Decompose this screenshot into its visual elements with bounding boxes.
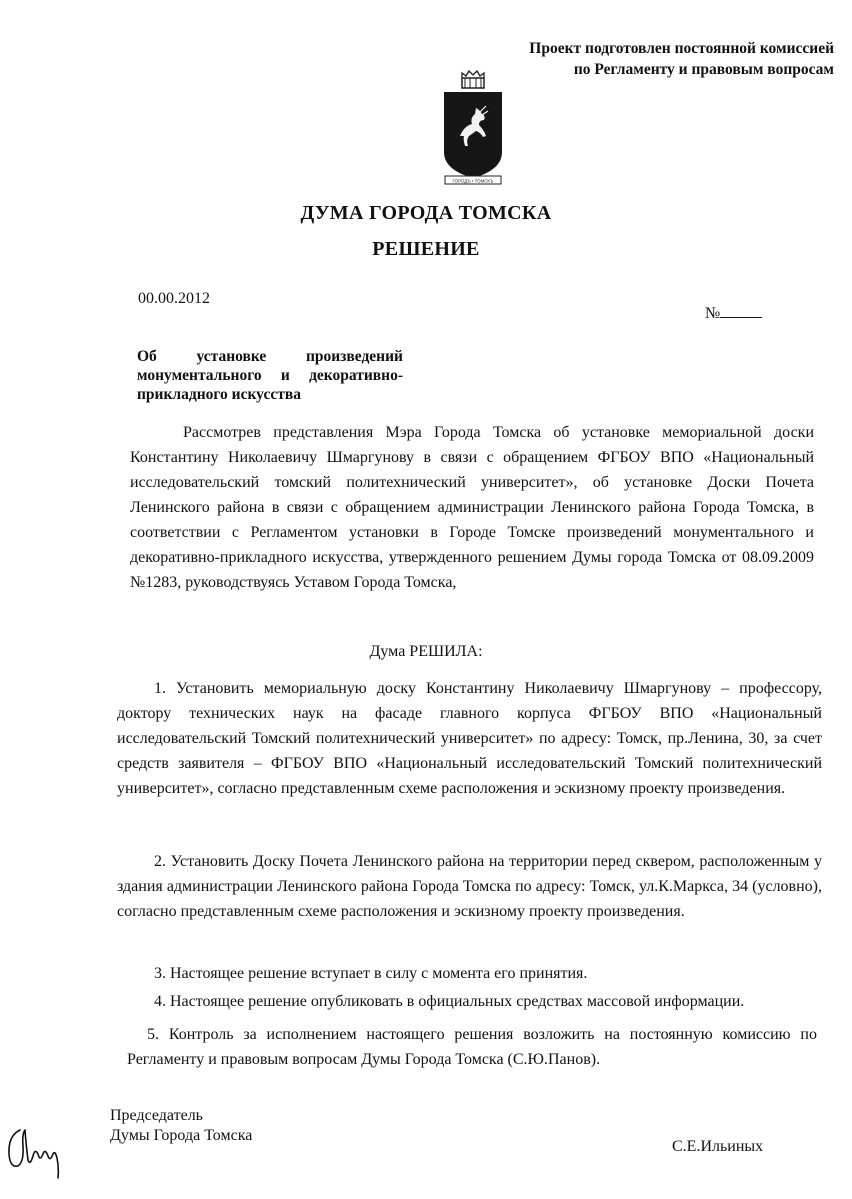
- document-subject: [137, 347, 403, 404]
- subject-word-1: Об: [137, 348, 157, 365]
- document-number: [705, 303, 762, 323]
- svg-text:ГОРОДЪ • ТОМСКЪ: ГОРОДЪ • ТОМСКЪ: [452, 178, 494, 184]
- organization-title: ДУМА ГОРОДА ТОМСКА: [300, 202, 552, 224]
- header-note-line2: по Регламенту и правовым вопросам: [573, 61, 834, 78]
- resolution-item-4: 4. Настоящее решение опубликовать в официальных средствах массовой информации.: [154, 993, 745, 1010]
- signatory-name: С.Е.Ильиных: [672, 1138, 764, 1155]
- signatory-position-line2: Думы Города Томска: [110, 1127, 253, 1144]
- resolution-item-1: 1. Установить мемориальную доску Константину Николаевичу Шмаргунову – профессору, доктору технических наук на фасаде главного корпуса ФГБОУ ВПО «Национальный исследовательский Томский политехнический университет» по адресу: Томск, пр.Ленина, 30, за счет средств заявителя – ФГБОУ ВПО «Национальный исследовательский Томский политехнический университет», согласно представленным схеме расположения и эскизному проекту произведения.: [117, 680, 822, 797]
- document-type-title: РЕШЕНИЕ: [372, 238, 480, 260]
- signatory-position: [110, 1106, 252, 1146]
- header-note-line1: Проект подготовлен постоянной комиссией: [529, 40, 834, 57]
- number-blank-line: [720, 303, 762, 318]
- handwritten-signature-icon: [4, 1122, 70, 1182]
- preamble-paragraph: Рассмотрев представления Мэра Города Томска об установке мемориальной доски Константину Николаевичу Шмаргунову в связи с обращением ФГБОУ ВПО «Национальный исследовательский томский политехнический университет», об установке Доски Почета Ленинского района в связи с обращением администрации Ленинского района Города Томска, в соответствии с Регламентом установки в Городе Томске произведений монументального и декоративно-прикладного искусства, утвержденного решением Думы города Томска от 08.09.2009 №1283, руководствуясь Уставом Города Томска,: [130, 424, 814, 591]
- resolution-item-2: 2. Установить Доску Почета Ленинского района на территории перед сквером, расположенным у здания администрации Ленинского района Города Томска по адресу: Томск, ул.К.Маркса, 34 (условно), согласно представленным схеме расположения и эскизному проекту произведения.: [117, 853, 822, 920]
- document-date: 00.00.2012: [138, 290, 210, 307]
- subject-rest: монументального и декоративно-прикладного искусства: [137, 367, 403, 403]
- resolution-item-5: 5. Контроль за исполнением настоящего решения возложить на постоянную комиссию по Регламенту и правовым вопросам Думы Города Томска (С.Ю.Панов).: [127, 1026, 817, 1068]
- resolved-heading: Дума РЕШИЛА:: [369, 643, 483, 660]
- coat-of-arms-icon: [442, 70, 504, 186]
- resolution-item-3: 3. Настоящее решение вступает в силу с момента его принятия.: [154, 965, 588, 982]
- subject-word-3: произведений: [305, 348, 403, 365]
- subject-word-2: установке: [196, 348, 267, 365]
- number-label: №: [705, 305, 721, 322]
- signatory-position-line1: Председатель: [110, 1107, 203, 1124]
